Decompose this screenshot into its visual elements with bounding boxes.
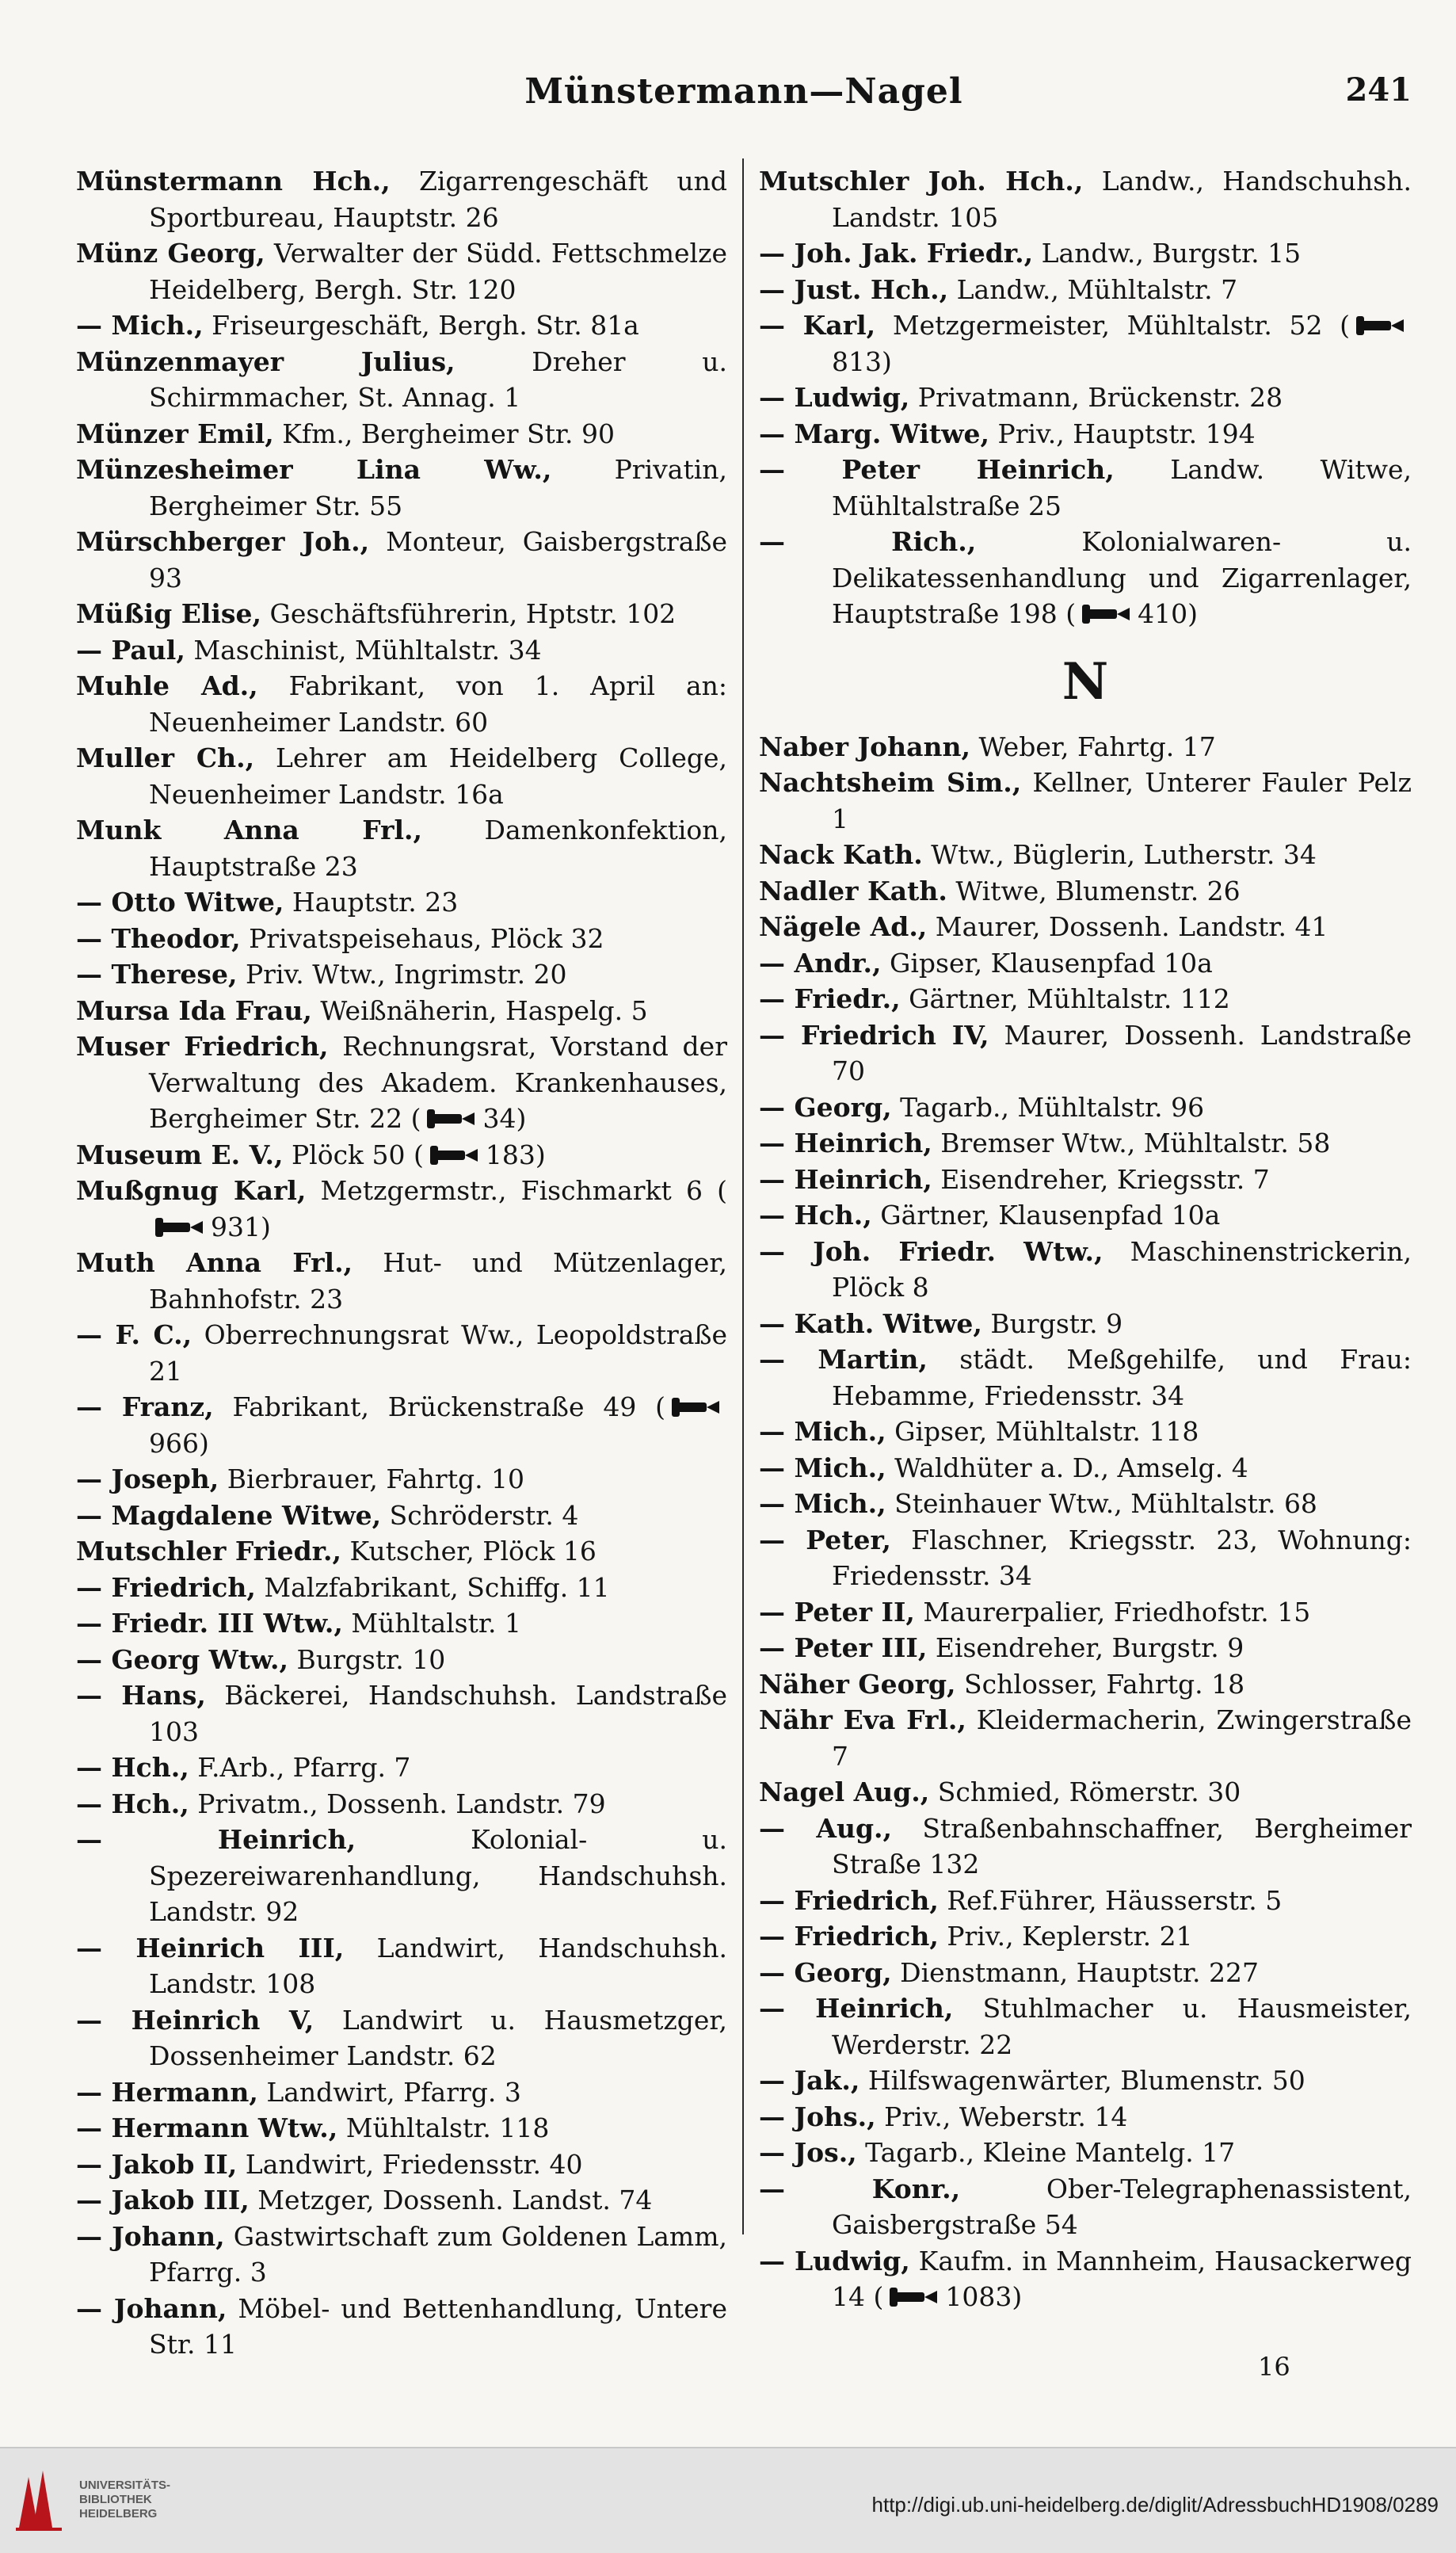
entry-name: — Heinrich,	[759, 1128, 932, 1158]
directory-entry	[759, 2099, 1412, 2135]
entry-name: — Peter,	[759, 1524, 891, 1555]
directory-entry	[76, 993, 727, 1029]
entry-details: Schmied, Römerstr. 30	[929, 1776, 1241, 1807]
directory-entry	[759, 452, 1412, 524]
entry-name: — Jakob III,	[76, 2185, 250, 2215]
entry-details: Tagarb., Mühltalstr. 96	[891, 1091, 1205, 1123]
directory-entry	[76, 921, 727, 957]
entry-name: — Martin,	[759, 1344, 928, 1375]
entry-details: Priv., Keplerstr. 21	[938, 1921, 1193, 1952]
entry-details: Landwirt, Friedensstr. 40	[237, 2148, 583, 2180]
entry-details: Witwe, Blumenstr. 26	[947, 875, 1241, 906]
directory-entry	[759, 1414, 1412, 1450]
entry-details: Wtw., Büglerin, Lutherstr. 34	[922, 839, 1317, 870]
directory-entry	[759, 1918, 1412, 1955]
directory-entry	[76, 307, 727, 344]
entry-name: — Peter III,	[759, 1632, 928, 1663]
entry-name: — Heinrich,	[759, 1163, 932, 1195]
entry-name: — Heinrich,	[759, 1993, 954, 2024]
directory-entry	[76, 1570, 727, 1606]
entry-name: Museum E. V.,	[76, 1139, 284, 1170]
entry-details: Kleidermacherin, Zwingerstraße 7	[832, 1704, 1412, 1772]
entry-name: Münzenmayer Julius,	[76, 345, 455, 377]
column-divider	[742, 158, 744, 2234]
entry-details: Maurerpalier, Friedhofstr. 15	[914, 1596, 1311, 1628]
directory-entry	[759, 1125, 1412, 1162]
entry-suffix: )	[1012, 2281, 1023, 2312]
directory-entry	[759, 2063, 1412, 2099]
entry-name: Nachtsheim Sim.,	[759, 767, 1022, 798]
directory-entry	[759, 981, 1412, 1017]
entry-name: — Magdalene Witwe,	[76, 1499, 382, 1531]
entry-details: Bierbrauer, Fahrtg. 10	[219, 1463, 525, 1494]
telephone-icon	[1081, 603, 1133, 625]
directory-entry	[76, 1605, 727, 1642]
entry-details: Gipser, Mühltalstr. 118	[886, 1416, 1199, 1447]
directory-entry	[759, 1955, 1412, 1991]
entry-name: — Friedr.,	[759, 983, 901, 1014]
directory-entry	[76, 2182, 727, 2219]
directory-entry	[759, 1341, 1412, 1414]
entry-name: Münz Georg,	[76, 238, 265, 269]
directory-entry	[759, 729, 1412, 765]
entry-details: Kolonialwaren- u. Delikatessenhandlung und Zigarrenlager, Hauptstraße 198 (	[832, 526, 1412, 629]
library-name	[79, 2479, 170, 2521]
entry-details: Metzger, Dossenh. Landst. 74	[249, 2185, 653, 2215]
entry-details: Burgstr. 10	[288, 1643, 446, 1675]
directory-entry	[759, 1486, 1412, 1522]
entry-details: Gärtner, Klausenpfad 10a	[871, 1200, 1221, 1231]
entry-suffix: )	[535, 1139, 546, 1170]
directory-entry	[759, 1090, 1412, 1126]
entry-name: Naber Johann,	[759, 731, 970, 762]
directory-entry	[759, 1017, 1412, 1090]
entry-details: Landwirt u. Hausmetzger, Dossenheimer Landstr. 62	[149, 2004, 728, 2071]
entry-name: — Joh. Friedr. Wtw.,	[759, 1235, 1103, 1267]
directory-entry	[76, 2219, 727, 2291]
entry-details: Metzgermeister, Mühltalstr. 52 (	[875, 310, 1351, 341]
directory-entry	[759, 1883, 1412, 1919]
directory-entry	[759, 1774, 1412, 1811]
entry-details: Rechnungsrat, Vorstand der Verwaltung des Akadem. Krankenhauses, Bergheimer Str. 22 (	[149, 1031, 727, 1134]
directory-entry	[759, 1666, 1412, 1703]
entry-details: Waldhüter a. D., Amselg. 4	[886, 1452, 1248, 1483]
entry-details: Landwirt, Handschuhsh. Landstr. 108	[149, 1932, 727, 1999]
entry-details: Mühltalstr. 1	[342, 1608, 521, 1639]
entry-details: Dienstmann, Hauptstr. 227	[891, 1956, 1259, 1988]
left-column	[76, 163, 728, 2360]
directory-entry	[759, 2135, 1412, 2171]
entry-name: Mürschberger Joh.,	[76, 526, 370, 557]
entry-details: Landw. Witwe, Mühltalstraße 25	[832, 454, 1412, 521]
directory-entry	[759, 909, 1412, 945]
directory-entry	[759, 2171, 1412, 2243]
entry-name: — Hch.,	[76, 1788, 189, 1819]
entry-details: F.Arb., Pfarrg. 7	[189, 1752, 411, 1783]
phone-number: 34	[482, 1103, 516, 1134]
directory-entry	[76, 2291, 727, 2363]
entry-name: Nähr Eva Frl.,	[759, 1704, 966, 1735]
entry-name: — Hch.,	[76, 1752, 189, 1783]
directory-entry	[759, 1990, 1412, 2063]
entry-name: — Peter Heinrich,	[759, 454, 1115, 485]
directory-entry	[759, 837, 1412, 873]
entry-details: Privatspeisehaus, Plöck 32	[240, 922, 604, 954]
entry-details: Weber, Fahrtg. 17	[970, 731, 1216, 762]
directory-entry	[759, 163, 1412, 235]
entry-name: Muller Ch.,	[76, 742, 255, 773]
running-title: Münstermann—Nagel	[524, 71, 963, 112]
entry-name: — Konr.,	[759, 2173, 961, 2204]
directory-entry	[76, 1930, 727, 2002]
directory-entry	[76, 1389, 727, 1461]
entry-name: — Heinrich III,	[76, 1932, 345, 1963]
entry-name: — Heinrich,	[76, 1824, 356, 1855]
page-number: 241	[1345, 71, 1412, 109]
directory-entry	[759, 1811, 1412, 1883]
entry-name: — Mich.,	[759, 1488, 886, 1519]
library-line-1: UNIVERSITÄTS-	[79, 2479, 171, 2492]
entry-name: — Heinrich V,	[76, 2004, 314, 2036]
directory-entry	[76, 344, 727, 416]
entry-details: Steinhauer Wtw., Mühltalstr. 68	[886, 1488, 1317, 1519]
entry-details: Stuhlmacher u. Hausmeister, Werderstr. 22	[832, 1993, 1412, 2060]
entry-details: Straßenbahnschaffner, Bergheimer Straße 132	[832, 1812, 1412, 1879]
entry-name: — Hermann,	[76, 2076, 258, 2108]
entry-name: Mutschler Friedr.,	[76, 1536, 342, 1567]
entry-name: Nadler Kath.	[759, 875, 947, 906]
directory-entry	[76, 1028, 727, 1137]
entry-name: — Joh. Jak. Friedr.,	[759, 238, 1034, 269]
directory-entry	[759, 873, 1412, 910]
directory-entry	[76, 668, 727, 740]
page-header	[76, 71, 1412, 127]
phone-number: 931	[211, 1211, 261, 1242]
entry-details: Plöck 50 (	[283, 1139, 424, 1170]
entry-name: — Peter II,	[759, 1596, 915, 1628]
entry-name: Muser Friedrich,	[76, 1031, 329, 1062]
entry-details: Eisendreher, Kriegsstr. 7	[932, 1163, 1270, 1195]
entry-suffix: )	[882, 345, 892, 377]
entry-details: Burgstr. 9	[981, 1307, 1123, 1339]
entry-name: — Mich.,	[759, 1416, 886, 1447]
entry-name: Näher Georg,	[759, 1668, 956, 1700]
entry-name: — Hans,	[76, 1680, 206, 1711]
directory-entry	[759, 272, 1412, 308]
entry-details: Kolonial- u. Spezereiwarenhandlung, Handschuhsh. Landstr. 92	[149, 1824, 727, 1927]
entry-name: — Hermann Wtw.,	[76, 2112, 338, 2143]
directory-entry	[76, 1786, 727, 1822]
entry-details: Flaschner, Kriegsstr. 23, Wohnung: Friedensstr. 34	[832, 1524, 1412, 1591]
entry-name: — Marg. Witwe,	[759, 418, 989, 449]
entry-name: — Mich.,	[759, 1452, 886, 1483]
entry-details: Zigarrengeschäft und Sportbureau, Hauptstr. 26	[149, 166, 728, 233]
entry-details: Fabrikant, von 1. April an: Neuenheimer Landstr. 60	[149, 670, 727, 738]
directory-entry	[76, 524, 727, 596]
directory-entry	[76, 1533, 727, 1570]
directory-entry	[76, 1317, 727, 1389]
entry-suffix: )	[1187, 598, 1199, 629]
phone-number: 1083	[945, 2281, 1012, 2312]
entry-details: Landw., Mühltalstr. 7	[948, 273, 1238, 305]
telephone-icon	[425, 1108, 478, 1130]
viewer-footer	[0, 2447, 1456, 2553]
library-logo-icon	[13, 2466, 65, 2534]
entry-details: Hilfswagenwärter, Blumenstr. 50	[859, 2065, 1305, 2096]
entry-name: Muhle Ad.,	[76, 670, 258, 701]
entry-name: — Georg Wtw.,	[76, 1643, 288, 1675]
library-line-2: BIBLIOTHEK	[79, 2493, 152, 2506]
directory-entry	[76, 2147, 727, 2183]
entry-details: Oberrechnungsrat Ww., Leopoldstraße 21	[149, 1319, 728, 1387]
entry-details: Privatmann, Brückenstr. 28	[909, 382, 1283, 413]
entry-details: städt. Meßgehilfe, und Frau: Hebamme, Friedensstr. 34	[832, 1344, 1412, 1411]
entry-details: Schröderstr. 4	[381, 1499, 579, 1531]
directory-entry	[76, 1822, 727, 1930]
entry-details: Bremser Wtw., Mühltalstr. 58	[932, 1128, 1331, 1158]
directory-entry	[76, 1750, 727, 1786]
entry-details: Geschäftsführerin, Hptstr. 102	[261, 598, 677, 629]
directory-entry	[76, 632, 727, 669]
entry-name: — Ludwig,	[759, 2245, 910, 2276]
entry-details: Damenkonfektion, Hauptstraße 23	[149, 815, 728, 882]
entry-name: Münzer Emil,	[76, 418, 274, 449]
directory-entry	[759, 1702, 1412, 1774]
entry-name: — Georg,	[759, 1091, 892, 1123]
entry-name: — Mich.,	[76, 310, 204, 341]
entry-details: Landwirt, Pfarrg. 3	[257, 2076, 521, 2108]
entry-name: — Johs.,	[759, 2101, 876, 2132]
phone-number: 410	[1138, 598, 1188, 629]
entry-name: — Paul,	[76, 634, 185, 666]
directory-entry	[759, 765, 1412, 837]
directory-entry	[76, 1245, 727, 1317]
directory-entry	[76, 1642, 727, 1678]
entry-details: Eisendreher, Burgstr. 9	[927, 1632, 1244, 1663]
section-letter: N	[1062, 651, 1109, 712]
entry-details: Maschinist, Mühltalstr. 34	[185, 634, 542, 666]
entry-details: Friseurgeschäft, Bergh. Str. 81a	[203, 310, 639, 341]
entry-details: Maurer, Dossenh. Landstr. 41	[927, 911, 1328, 942]
directory-entry	[759, 1162, 1412, 1198]
directory-entry	[76, 416, 727, 452]
directory-entry	[76, 235, 727, 307]
directory-entry	[759, 1197, 1412, 1234]
entry-details: Lehrer am Heidelberg College, Neuenheimer Landstr. 16a	[149, 742, 727, 810]
entry-name: — Friedrich,	[759, 1884, 939, 1916]
telephone-icon	[154, 1216, 206, 1238]
entry-details: Möbel- und Bettenhandlung, Untere Str. 11	[149, 2292, 727, 2360]
entry-name: — Therese,	[76, 959, 238, 990]
entry-name: Münstermann Hch.,	[76, 166, 391, 197]
entry-details: Gärtner, Mühltalstr. 112	[900, 983, 1230, 1014]
entry-details: Kutscher, Plöck 16	[341, 1536, 597, 1567]
entry-name: — Theodor,	[76, 922, 241, 954]
directory-entry	[76, 1137, 727, 1173]
entry-name: — Rich.,	[759, 526, 977, 557]
entry-name: — Kath. Witwe,	[759, 1307, 982, 1339]
directory-entry	[76, 1498, 727, 1534]
directory-entry	[76, 884, 727, 921]
entry-name: — Ludwig,	[759, 382, 910, 413]
entry-name: — Johann,	[76, 2292, 227, 2324]
entry-details: Tagarb., Kleine Mantelg. 17	[856, 2137, 1236, 2168]
entry-name: — Jakob II,	[76, 2148, 238, 2180]
entry-name: — F. C.,	[76, 1319, 192, 1350]
entry-name: — Friedrich,	[76, 1571, 256, 1603]
directory-entry	[759, 1450, 1412, 1486]
right-column-top	[759, 163, 1412, 632]
entry-name: — Joseph,	[76, 1463, 219, 1494]
directory-entry	[759, 1630, 1412, 1666]
entry-name: Nagel Aug.,	[759, 1776, 930, 1807]
phone-number: 183	[485, 1139, 536, 1170]
entry-details: Gastwirtschaft zum Goldenen Lamm, Pfarrg. 3	[149, 2220, 727, 2288]
entry-name: Munk Anna Frl.,	[76, 815, 423, 845]
entry-name: Müßig Elise,	[76, 598, 261, 629]
entry-name: — Jos.,	[759, 2137, 857, 2168]
entry-details: Bäckerei, Handschuhsh. Landstraße 103	[149, 1680, 727, 1747]
entry-details: Metzgermstr., Fischmarkt 6 (	[306, 1175, 727, 1206]
directory-entry	[76, 596, 727, 632]
directory-entry	[76, 1461, 727, 1498]
entry-details: Privatm., Dossenh. Landstr. 79	[189, 1788, 606, 1819]
directory-entry	[759, 1594, 1412, 1631]
directory-entry	[759, 2243, 1412, 2315]
entry-details: Maurer, Dossenh. Landstraße 70	[832, 1019, 1412, 1086]
directory-entry	[76, 2002, 727, 2074]
entry-details: Malzfabrikant, Schiffg. 11	[255, 1571, 610, 1603]
entry-suffix: )	[199, 1427, 209, 1459]
entry-name: Mutschler Joh. Hch.,	[759, 166, 1084, 197]
directory-entry	[759, 416, 1412, 452]
entry-details: Verwalter der Südd. Fettschmelze Heidelberg, Bergh. Str. 120	[149, 238, 727, 305]
entry-details: Mühltalstr. 118	[337, 2112, 550, 2143]
sheet-number: 16	[1258, 2352, 1290, 2382]
library-line-3: HEIDELBERG	[79, 2507, 158, 2521]
entry-details: Privatin, Bergheimer Str. 55	[149, 454, 727, 521]
entry-name: — Otto Witwe,	[76, 887, 284, 918]
directory-entry	[759, 235, 1412, 272]
directory-entry	[76, 1677, 727, 1750]
entry-name: — Johann,	[76, 2220, 225, 2252]
entry-details: Monteur, Gaisbergstraße 93	[149, 526, 727, 593]
entry-details: Landw., Burgstr. 15	[1033, 238, 1302, 269]
entry-name: Nack Kath.	[759, 839, 923, 870]
directory-entry	[76, 2110, 727, 2147]
entry-details: Gipser, Klausenpfad 10a	[881, 947, 1213, 979]
right-column	[759, 163, 1412, 2312]
directory-entry	[759, 1522, 1412, 1594]
phone-number: 966	[149, 1427, 199, 1459]
entry-details: Dreher u. Schirmmacher, St. Annag. 1	[149, 345, 728, 413]
entry-name: Nägele Ad.,	[759, 911, 928, 942]
entry-suffix: )	[261, 1211, 271, 1242]
entry-details: Weißnäherin, Haspelg. 5	[311, 994, 648, 1026]
entry-details: Hauptstr. 23	[284, 887, 459, 918]
entry-details: Schlosser, Fahrtg. 18	[955, 1668, 1245, 1700]
directory-entry	[759, 1234, 1412, 1306]
entry-name: — Andr.,	[759, 947, 882, 979]
entry-name: — Friedr. III Wtw.,	[76, 1608, 343, 1639]
directory-entry	[76, 1173, 727, 1245]
right-column-bottom	[759, 729, 1412, 2315]
phone-number: 813	[832, 345, 882, 377]
entry-name: — Karl,	[759, 310, 876, 341]
entry-details: Priv. Wtw., Ingrimstr. 20	[237, 959, 567, 990]
directory-entry	[76, 2074, 727, 2111]
entry-details: Kaufm. in Mannheim, Hausackerweg 14 (	[832, 2245, 1412, 2312]
directory-entry	[76, 740, 727, 812]
directory-entry	[76, 812, 727, 884]
entry-name: Mursa Ida Frau,	[76, 994, 312, 1026]
telephone-icon	[1355, 315, 1407, 337]
telephone-icon	[670, 1396, 722, 1418]
entry-details: Maschinenstrickerin, Plöck 8	[832, 1235, 1412, 1303]
directory-entry	[76, 956, 727, 993]
source-url[interactable]: http://digi.ub.uni-heidelberg.de/diglit/AdressbuchHD1908/0289	[871, 2493, 1439, 2517]
directory-entry	[759, 307, 1412, 380]
entry-details: Hut- und Mützenlager, Bahnhofstr. 23	[149, 1247, 727, 1315]
entry-name: — Franz,	[76, 1391, 214, 1422]
entry-name: — Just. Hch.,	[759, 273, 949, 305]
directory-entry	[759, 1306, 1412, 1342]
directory-entry	[759, 380, 1412, 416]
entry-name: Mußgnug Karl,	[76, 1175, 307, 1206]
entry-details: Ref.Führer, Häusserstr. 5	[938, 1884, 1283, 1916]
entry-details: Kellner, Unterer Fauler Pelz 1	[832, 767, 1412, 834]
entry-name: — Friedrich,	[759, 1921, 939, 1952]
entry-suffix: )	[516, 1103, 527, 1134]
telephone-icon	[888, 2286, 940, 2308]
telephone-icon	[429, 1144, 481, 1166]
directory-entry	[76, 452, 727, 524]
entry-details: Kfm., Bergheimer Str. 90	[273, 418, 615, 449]
entry-details: Landw., Handschuhsh. Landstr. 105	[832, 166, 1412, 233]
entry-details: Fabrikant, Brückenstraße 49 (	[213, 1391, 665, 1422]
entry-name: — Georg,	[759, 1956, 892, 1988]
directory-entry	[759, 524, 1412, 632]
entry-name: — Aug.,	[759, 1812, 893, 1844]
entry-details: Priv., Weberstr. 14	[875, 2101, 1128, 2132]
directory-entry	[759, 945, 1412, 982]
entry-name: Münzesheimer Lina Ww.,	[76, 454, 552, 485]
entry-name: — Jak.,	[759, 2065, 860, 2096]
entry-name: — Hch.,	[759, 1200, 872, 1231]
entry-details: Ober-Telegraphenassistent, Gaisbergstraße 54	[832, 2173, 1412, 2240]
directory-entry	[76, 163, 727, 235]
entry-name: — Friedrich IV,	[759, 1019, 989, 1051]
entry-details: Priv., Hauptstr. 194	[989, 418, 1256, 449]
entry-name: Muth Anna Frl.,	[76, 1247, 353, 1278]
